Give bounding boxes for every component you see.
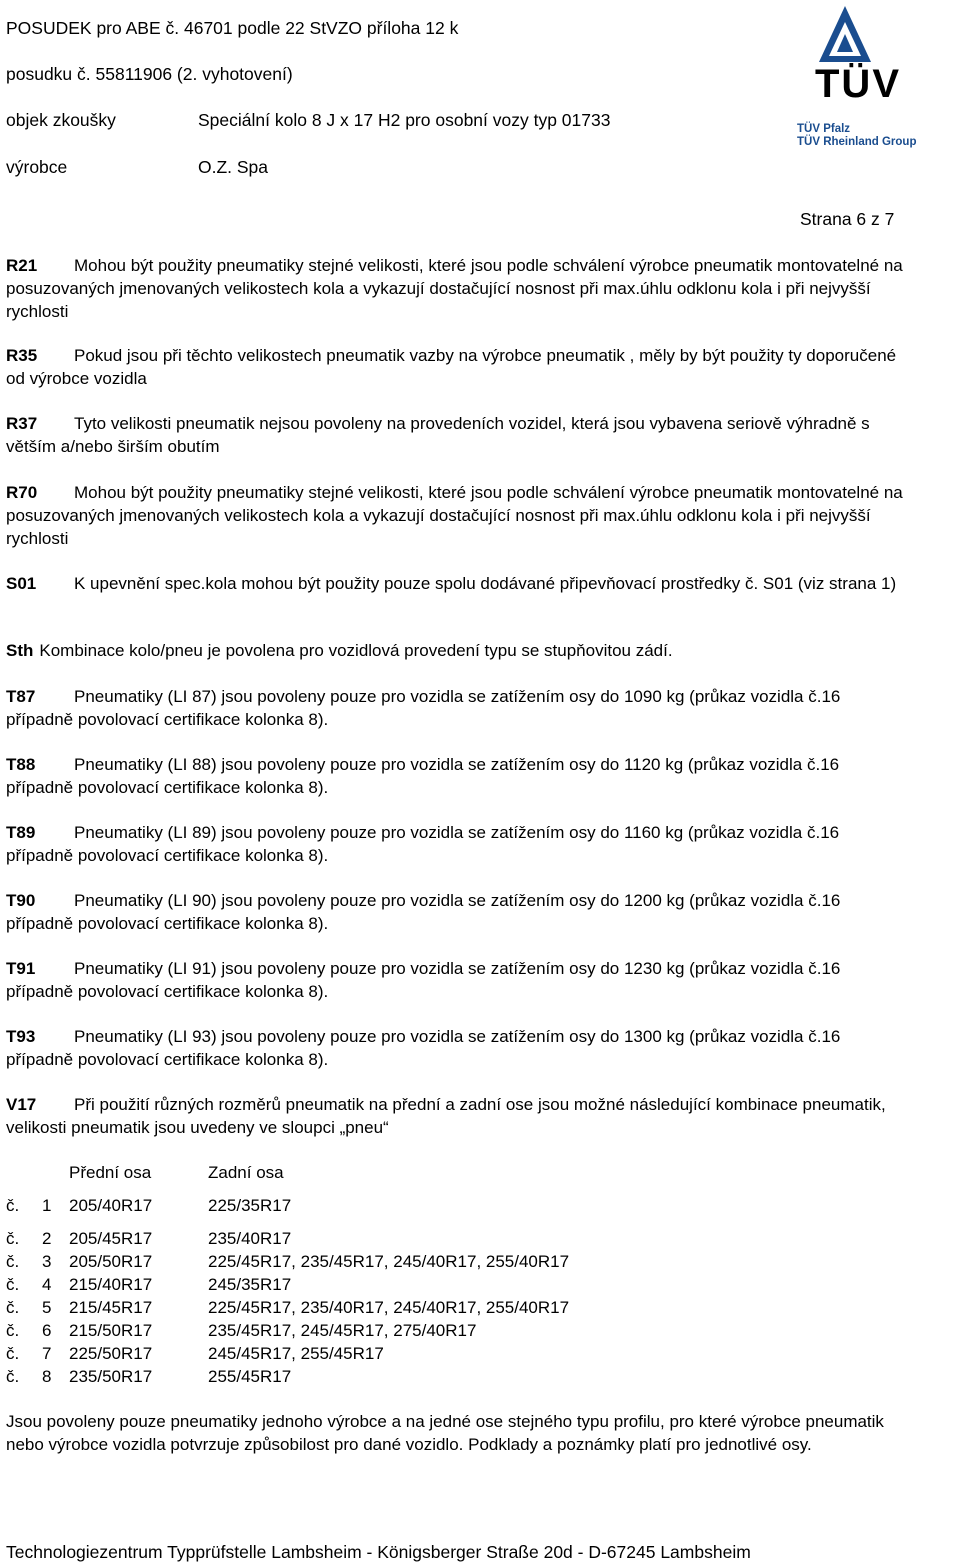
table-header-front: Přední osa	[69, 1163, 152, 1182]
row-prefix: č.	[6, 1229, 20, 1248]
note-code: T90	[6, 891, 36, 910]
tuv-brand: TÜV	[815, 62, 901, 106]
tuv-subline-2: TÜV Rheinland Group	[797, 136, 917, 148]
note-t91	[6, 957, 906, 1003]
note-code: S01	[6, 574, 37, 593]
row-prefix: č.	[6, 1344, 20, 1363]
document-title: POSUDEK pro ABE č. 46701 podle 22 StVZO příloha 12 k	[6, 18, 459, 38]
note-code: T91	[6, 959, 36, 978]
row-rear: 245/45R17, 255/45R17	[208, 1344, 384, 1363]
object-value: Speciální kolo 8 J x 17 H2 pro osobní vozy typ 01733	[198, 110, 611, 130]
note-text: Pneumatiky (LI 89) jsou povoleny pouze pro vozidla se zatížením osy do 1160 kg (průkaz vozidla č.16 případně povolovací certifikace kolonka 8).	[6, 823, 840, 865]
note-code: R35	[6, 346, 38, 365]
note-text: Pokud jsou při těchto velikostech pneumatik vazby na výrobce pneumatik , měly by být použity ty doporučené od výrobce vozidla	[6, 346, 897, 388]
note-code: T88	[6, 755, 36, 774]
note-code: R21	[6, 256, 38, 275]
row-number: 6	[42, 1321, 52, 1340]
row-number: 7	[42, 1344, 52, 1363]
row-prefix: č.	[6, 1196, 20, 1215]
note-code: T89	[6, 823, 36, 842]
row-prefix: č.	[6, 1275, 20, 1294]
note-t87	[6, 685, 906, 731]
row-front: 225/50R17	[69, 1344, 153, 1363]
row-front: 215/45R17	[69, 1298, 153, 1317]
row-front: 235/50R17	[69, 1367, 153, 1386]
row-number: 3	[42, 1252, 52, 1271]
object-label: objek zkoušky	[6, 110, 116, 130]
note-v17	[6, 1093, 906, 1139]
tuv-logo	[795, 4, 920, 154]
note-code: T87	[6, 687, 36, 706]
note-t89	[6, 821, 906, 867]
note-code: Sth	[6, 641, 34, 660]
note-r70	[6, 481, 906, 550]
row-front: 205/50R17	[69, 1252, 153, 1271]
row-prefix: č.	[6, 1367, 20, 1386]
note-text: Mohou být použity pneumatiky stejné velikosti, které jsou podle schválení výrobce pneumatik montovatelné na posuzovaných jmenovaných velikostech kola a vykazují dostačující nosnost při max.úhlu odklonu kola i při nejvyšší rychlosti	[6, 483, 903, 548]
row-rear: 225/45R17, 235/40R17, 245/40R17, 255/40R17	[208, 1298, 570, 1317]
maker-label: výrobce	[6, 157, 68, 177]
row-prefix: č.	[6, 1321, 20, 1340]
row-rear: 225/35R17	[208, 1196, 292, 1215]
row-prefix: č.	[6, 1298, 20, 1317]
row-rear: 245/35R17	[208, 1275, 292, 1294]
note-text: Pneumatiky (LI 90) jsou povoleny pouze pro vozidla se zatížením osy do 1200 kg (průkaz vozidla č.16 případně povolovací certifikace kolonka 8).	[6, 891, 841, 933]
note-text: Pneumatiky (LI 88) jsou povoleny pouze pro vozidla se zatížením osy do 1120 kg (průkaz vozidla č.16 případně povolovací certifikace kolonka 8).	[6, 755, 840, 797]
note-code: R70	[6, 483, 38, 502]
row-rear: 255/45R17	[208, 1367, 292, 1386]
note-t93	[6, 1025, 906, 1071]
row-prefix: č.	[6, 1252, 20, 1271]
closing-paragraph: Jsou povoleny pouze pneumatiky jednoho výrobce a na jedné ose stejného typu profilu, pro které výrobce pneumatik nebo výrobce vozidla potvrzuje způsobilost pro dané vozidlo. Podklady a poznámky platí pro jednotlivé osy.	[6, 1412, 884, 1454]
note-sth	[6, 639, 906, 662]
row-number: 2	[42, 1229, 52, 1248]
row-number: 4	[42, 1275, 52, 1294]
table-header-rear: Zadní osa	[208, 1163, 284, 1182]
note-text: Pneumatiky (LI 87) jsou povoleny pouze pro vozidla se zatížením osy do 1090 kg (průkaz vozidla č.16 případně povolovací certifikace kolonka 8).	[6, 687, 841, 729]
row-number: 1	[42, 1196, 52, 1215]
note-text: Pneumatiky (LI 91) jsou povoleny pouze pro vozidla se zatížením osy do 1230 kg (průkaz vozidla č.16 případně povolovací certifikace kolonka 8).	[6, 959, 841, 1001]
note-t88	[6, 753, 906, 799]
note-text: Kombinace kolo/pneu je povolena pro vozidlová provedení typu se stupňovitou zádí.	[39, 641, 673, 660]
row-number: 8	[42, 1367, 52, 1386]
note-s01	[6, 572, 906, 595]
row-front: 205/40R17	[69, 1196, 153, 1215]
note-r37	[6, 412, 906, 458]
report-reference: posudku č. 55811906 (2. vyhotovení)	[6, 64, 293, 84]
note-text: K upevnění spec.kola mohou být použity pouze spolu dodávané připevňovací prostředky č. S01 (viz strana 1)	[74, 574, 897, 593]
note-code: V17	[6, 1095, 37, 1114]
note-text: Pneumatiky (LI 93) jsou povoleny pouze pro vozidla se zatížením osy do 1300 kg (průkaz vozidla č.16 případně povolovací certifikace kolonka 8).	[6, 1027, 841, 1069]
tuv-subline-1: TÜV Pfalz	[797, 123, 851, 135]
note-text: Při použití různých rozměrů pneumatik na přední a zadní ose jsou možné následující kombinace pneumatik, velikosti pneumatik jsou uvedeny ve sloupci „pneu“	[6, 1095, 886, 1137]
maker-value: O.Z. Spa	[198, 157, 269, 177]
row-rear: 235/45R17, 245/45R17, 275/40R17	[208, 1321, 477, 1340]
row-front: 215/50R17	[69, 1321, 153, 1340]
note-r21	[6, 254, 906, 323]
note-code: T93	[6, 1027, 36, 1046]
row-rear: 225/45R17, 235/45R17, 245/40R17, 255/40R17	[208, 1252, 570, 1271]
note-code: R37	[6, 414, 38, 433]
row-front: 215/40R17	[69, 1275, 153, 1294]
note-r35	[6, 344, 906, 390]
footer-address: Technologiezentrum Typprüfstelle Lambsheim - Königsberger Straße 20d - D-67245 Lambsheim	[6, 1542, 751, 1562]
row-number: 5	[42, 1298, 52, 1317]
note-t90	[6, 889, 906, 935]
note-text: Tyto velikosti pneumatik nejsou povoleny na provedeních vozidel, která jsou vybavena seriově výhradně s větším a/nebo širším obutím	[6, 414, 870, 456]
note-text: Mohou být použity pneumatiky stejné velikosti, které jsou podle schválení výrobce pneumatik montovatelné na posuzovaných jmenovaných velikostech kola a vykazují dostačující nosnost při max.úhlu odklonu kola i při nejvyšší rychlosti	[6, 256, 903, 321]
row-rear: 235/40R17	[208, 1229, 292, 1248]
page-number: Strana 6 z 7	[800, 209, 895, 229]
row-front: 205/45R17	[69, 1229, 153, 1248]
